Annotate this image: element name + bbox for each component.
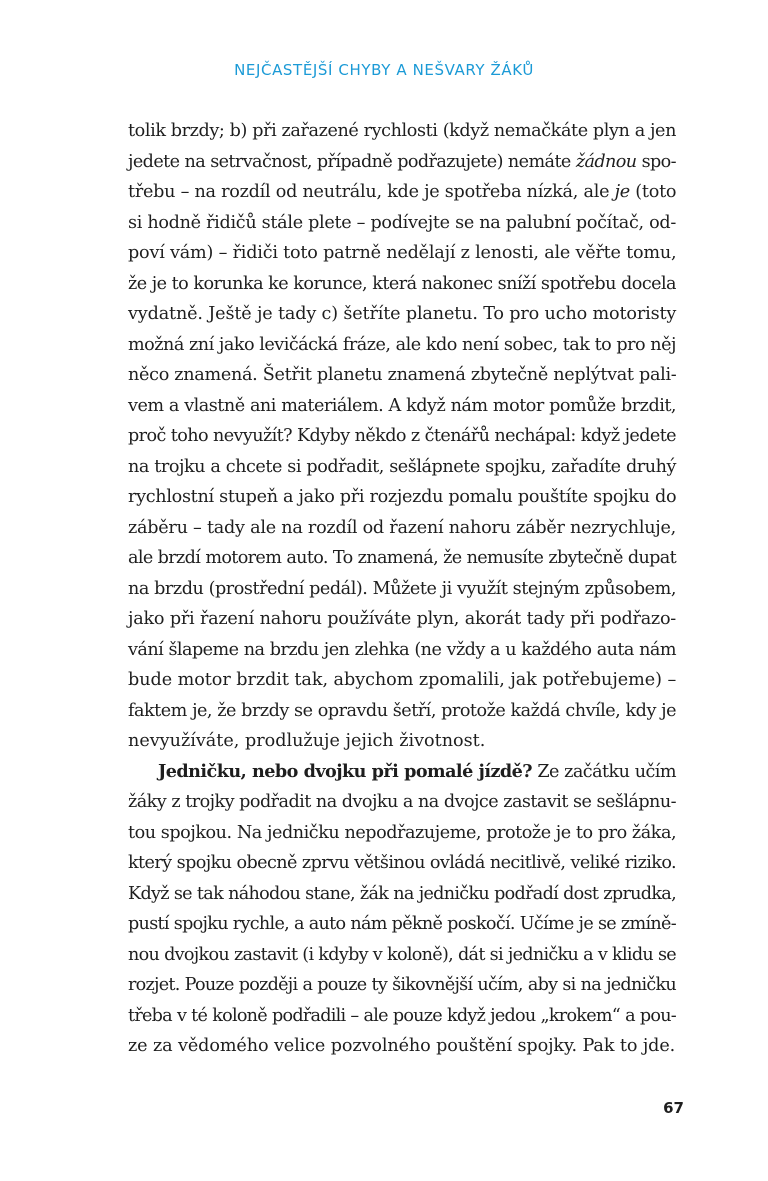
text-line: rozjet. Pouze později a pouze ty šikovnější učím, aby si na jedničku (128, 975, 676, 995)
text-line: možná zní jako levičácká fráze, ale kdo není sobec, tak to pro něj (128, 334, 676, 355)
text-line: na brzdu (prostřední pedál). Můžete ji využít stejným způsobem, (128, 578, 676, 599)
text-line: třeba v té koloně podřadili – ale pouze když jedou „krokem“ a pou- (128, 1005, 676, 1026)
text-line: vem a vlastně ani materiálem. A když nám motor pomůže brzdit, (128, 395, 676, 416)
text-line: bude motor brzdit tak, abychom zpomalili, jak potřebujeme) – (128, 670, 677, 690)
text-line: jedete na setrvačnost, případně podřazujete) nemáte žádnou spo- (128, 151, 677, 172)
text-line: poví vám) – řidiči toto patrně nedělají z lenosti, ale věřte tomu, (128, 243, 677, 263)
text-line: si hodně řidičů stále plete – podívejte se na palubní počítač, od- (128, 212, 676, 233)
text-line: tolik brzdy; b) při zařazené rychlosti (když nemačkáte plyn a jen (128, 121, 676, 141)
text-line: vání šlapeme na brzdu jen zlehka (ne vždy a u každého auta nám (128, 639, 676, 660)
text-line: faktem je, že brzdy se opravdu šetří, protože každá chvíle, kdy je (128, 700, 676, 721)
text-line: jako při řazení nahoru používáte plyn, akorát tady při podřazo- (128, 609, 676, 629)
text-line: ze za vědomého velice pozvolného pouštění spojky. Pak to jde. (128, 1036, 676, 1056)
page-number: 67 (663, 1099, 684, 1117)
text-line: na trojku a chcete si podřadit, sešlápnete spojku, zařadíte druhý (128, 456, 676, 477)
text-line: záběru – tady ale na rozdíl od řazení nahoru záběr nezrychluje, (128, 517, 676, 538)
running-header: NEJČASTĚJŠÍ CHYBY A NEŠVARY ŽÁKŮ (234, 61, 534, 79)
body-text (128, 116, 676, 1062)
text-line: proč toho nevyužít? Kdyby někdo z čtenářů nechápal: když jedete (128, 426, 676, 446)
text-line: Jedničku, nebo dvojku při pomalé jízdě? Ze začátku učím (158, 760, 676, 782)
text-line: něco znamená. Šetřit planetu znamená zbytečně neplýtvat pali- (128, 365, 677, 385)
text-line: ale brzdí motorem auto. To znamená, že nemusíte zbytečně dupat (128, 548, 676, 568)
emphasis: je (614, 182, 630, 202)
text-line: žáky z trojky podřadit na dvojku a na dvojce zastavit se sešlápnu- (128, 792, 676, 812)
section-heading: Jedničku, nebo dvojku při pomalé jízdě? (158, 760, 533, 782)
text-line: nevyužíváte, prodlužuje jejich životnost. (128, 731, 486, 751)
text-line: pustí spojku rychle, a auto nám pěkně poskočí. Učíme je se zmíně- (128, 914, 676, 934)
text-line: Když se tak náhodou stane, žák na jedničku podřadí dost zprudka, (128, 883, 676, 904)
text-line: rychlostní stupeň a jako při rozjezdu pomalu pouštíte spojku do (128, 487, 677, 507)
text-line: nou dvojkou zastavit (i kdyby v koloně), dát si jedničku a v klidu se (128, 944, 676, 965)
text-line: který spojku obecně zprvu většinou ovládá necitlivě, veliké riziko. (128, 853, 676, 873)
text-line: že je to korunka ke korunce, která nakonec sníží spotřebu docela (128, 273, 676, 294)
text-line: třebu – na rozdíl od neutrálu, kde je spotřeba nízká, ale je (toto (128, 182, 677, 202)
text-line: tou spojkou. Na jedničku nepodřazujeme, protože je to pro žáka, (128, 822, 677, 843)
emphasis: žádnou (575, 151, 637, 172)
text-line: vydatně. Ještě je tady c) šetříte planetu. To pro ucho motoristy (128, 304, 677, 324)
